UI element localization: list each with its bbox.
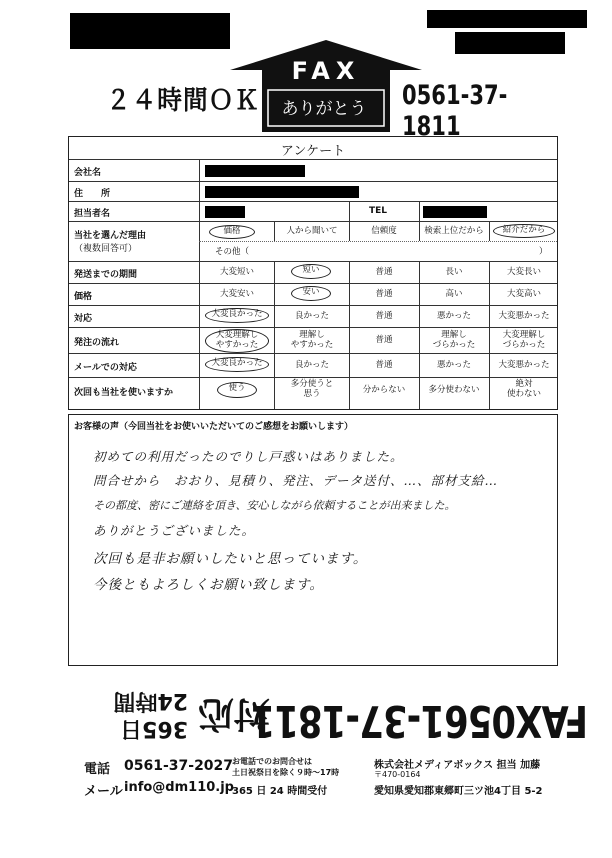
rating-option-selected[interactable]: 使う [217,382,257,398]
redaction-block [427,10,587,28]
survey-table [68,136,558,410]
reason-other-close: ） [539,247,548,257]
phone-number[interactable]: 0561-37-2027 [124,758,234,774]
redaction-block [205,186,359,198]
survey-title: アンケート [280,144,346,159]
header-24h-ok: ２４時間ＯＫ [106,86,260,116]
rating-option[interactable]: 多分使うと 思う [290,379,334,399]
field-contact-label: 担当者名 [74,209,111,219]
customer-voice-title: お客様の声（今回当社をお使いいただいてのご感想をお願いします） [74,422,354,432]
rating-option[interactable]: 大変安い [219,289,254,299]
row-label-service: 対応 [74,314,93,324]
header-fax-number: 0561-37-1811 [402,80,508,142]
reason-option-trust[interactable]: 信頼度 [371,226,397,236]
rating-option[interactable]: 大変悪かった [498,311,550,321]
reason-label: 当社を選んだ理由 [74,231,147,241]
rating-option-selected[interactable]: 大変良かった [205,357,269,372]
rating-option-selected[interactable]: 大変理解し やすかった [205,329,269,353]
field-address-label: 住 所 [74,189,111,199]
banner-taiou: 対応 [197,693,270,734]
rating-option[interactable]: 長い [445,267,463,277]
fax-arrow-shape [228,38,424,134]
rating-option[interactable]: 分からない [362,385,406,395]
reason-option-introduction[interactable]: 紹介だから [493,224,555,238]
mail-label: メール [84,784,123,799]
phone-label: 電話 [84,762,111,777]
row-label-shipping: 発送までの期間 [74,270,138,280]
rating-option[interactable]: 普通 [375,360,393,370]
rating-option[interactable]: 絶対 使わない [506,379,541,399]
rating-option[interactable]: 大変長い [506,267,541,277]
row-label-next-time: 次回も当社を使いますか [74,388,174,398]
rating-option-selected[interactable]: 短い [291,264,331,279]
always-accept: 365 日 24 時間受付 [232,786,328,797]
fax-banner-upside-down [86,688,588,754]
redaction-block [423,206,487,218]
fax-title: FAX [291,57,361,85]
rating-option-selected[interactable]: 安い [291,286,331,301]
field-tel-label: TEL [369,206,388,216]
phone-note-1: お電話でのお問合せは [232,757,312,766]
handwritten-line: 次回も是非お願いしたいと思っています。 [93,551,368,567]
rating-option[interactable]: 理解し づらかった [432,330,476,350]
reason-sublabel: （複数回答可） [74,244,138,254]
rating-option[interactable]: 悪かった [436,360,471,370]
rating-option-selected[interactable]: 大変良かった [205,308,269,323]
rating-option[interactable]: 良かった [294,311,329,321]
rating-option[interactable]: 大変短い [219,267,254,277]
handwritten-line: 問合せから おおり、見積り、発注、データ送付、…、部材支給… [93,473,499,488]
rating-option[interactable]: 普通 [375,335,393,345]
rating-option[interactable]: 多分使わない [428,385,480,395]
reason-other-label: その他（ [215,247,250,257]
handwritten-line: ありがとうございました。 [93,523,256,538]
row-label-order-flow: 発注の流れ [74,338,120,348]
rating-option[interactable]: 普通 [375,311,393,321]
rating-option[interactable]: 普通 [375,267,393,277]
rating-option[interactable]: 大変理解し づらかった [502,330,546,350]
fax-subtitle: ありがとう [281,99,367,119]
banner-365: 365日 [120,716,188,741]
phone-note-2: 土日祝祭日を除く９時～17時 [232,768,340,777]
rating-option[interactable]: 普通 [375,289,393,299]
row-label-price: 価格 [74,292,93,302]
reason-option-referral-word[interactable]: 人から聞いて [286,226,338,236]
row-label-email: メールでの対応 [74,363,137,373]
mail-address[interactable]: info@dm110.jp [124,780,234,795]
rating-option[interactable]: 良かった [294,360,329,370]
rating-option[interactable]: 悪かった [436,311,471,321]
handwritten-line: 初めての利用だったのでりし戸惑いはありました。 [93,449,404,464]
company-name: 株式会社メディアボックス 担当 加藤 [374,760,541,771]
rating-option[interactable]: 大変高い [506,289,541,299]
reason-option-price[interactable]: 価格 [209,225,255,239]
handwritten-line: その都度、密にご連絡を頂き、安心しながら依頼することが出来ました。 [93,499,456,512]
redaction-block [205,165,305,177]
field-company-label: 会社名 [74,168,102,178]
rating-option[interactable]: 高い [445,289,463,299]
handwritten-line: 今後ともよろしくお願い致します。 [93,577,324,593]
reason-option-search[interactable]: 検索上位だから [424,226,484,236]
company-address: 愛知県愛知郡東郷町三ツ池4丁目 5-2 [374,786,543,797]
banner-fax-number: FAX0561-37-1811 [251,695,588,746]
redaction-block [455,32,565,54]
rating-option[interactable]: 理解し やすかった [290,330,334,350]
postal-code: 〒470-0164 [374,770,421,779]
redaction-block [205,206,245,218]
customer-voice-box [68,414,558,666]
redaction-block [70,13,230,49]
rating-option[interactable]: 大変悪かった [498,360,550,370]
banner-24h: 24時間 [113,688,188,713]
